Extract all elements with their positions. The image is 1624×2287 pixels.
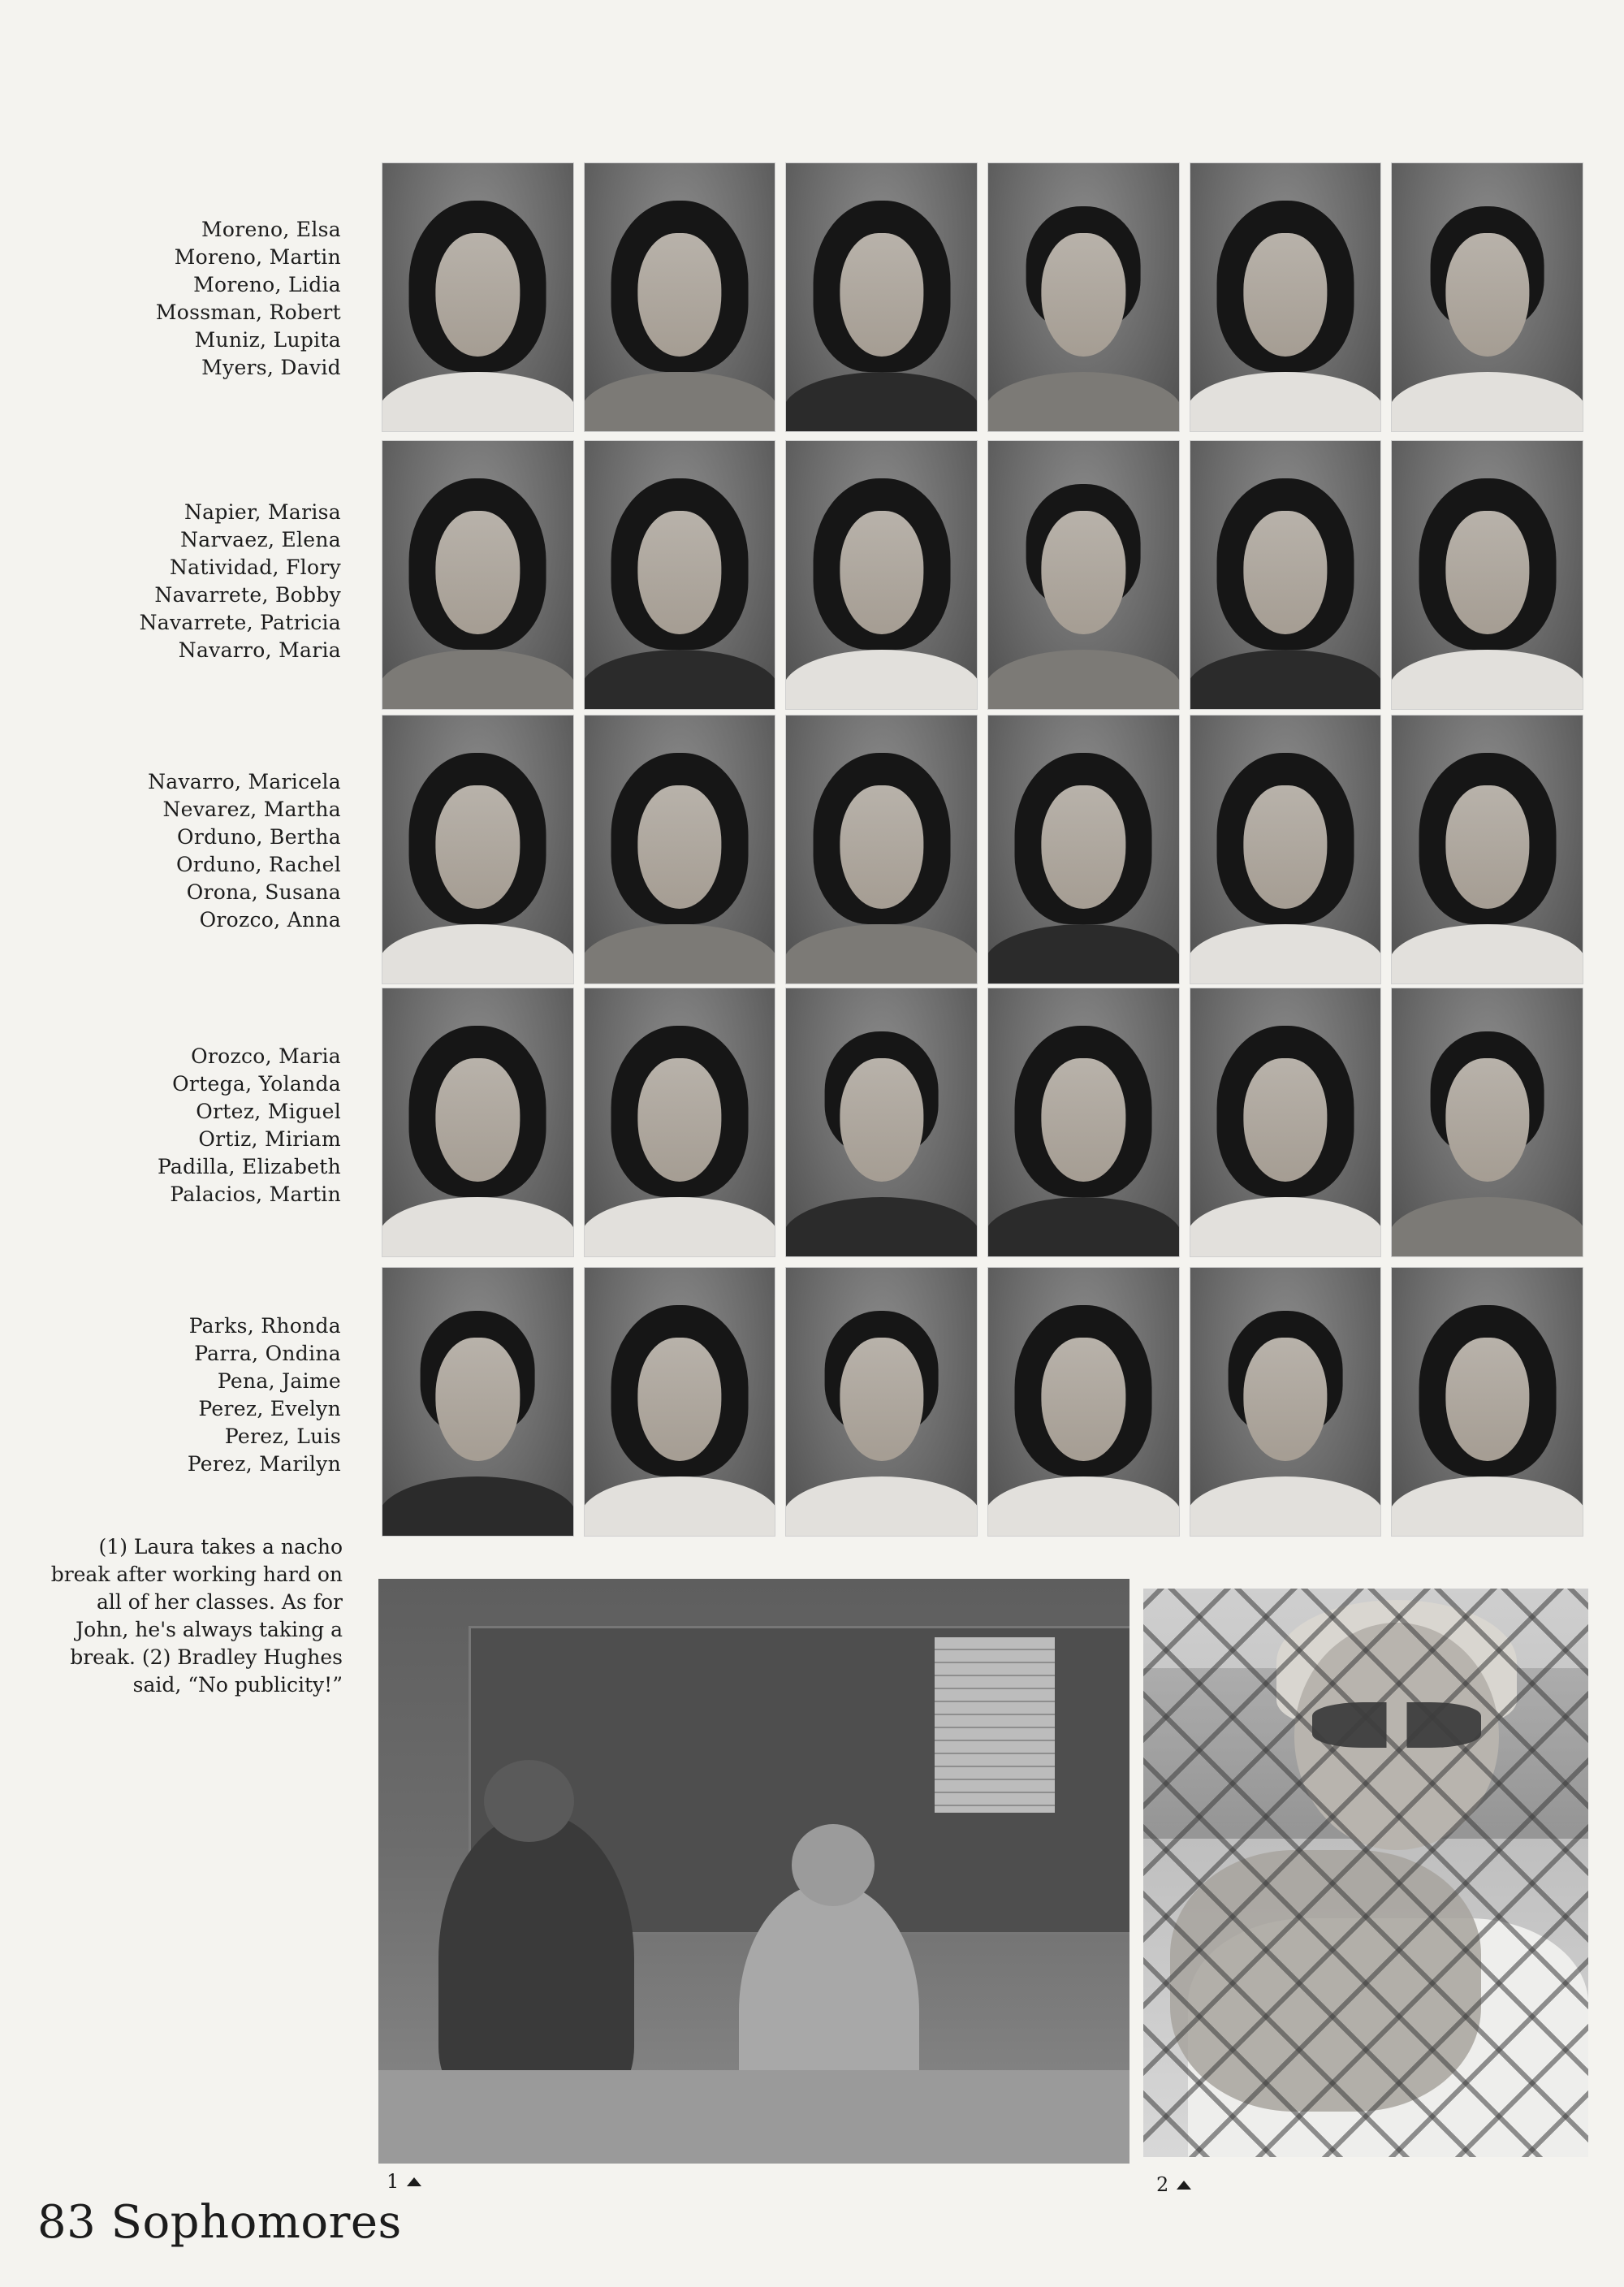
student-name: Ortez, Miguel: [196, 1100, 341, 1123]
student-name: Navarrete, Bobby: [154, 583, 341, 607]
student-portrait: [987, 988, 1180, 1257]
student-portrait: [382, 162, 574, 432]
student-name: Moreno, Elsa: [201, 218, 341, 241]
student-name: Orduno, Rachel: [176, 853, 341, 876]
student-name: Ortega, Yolanda: [172, 1072, 341, 1096]
caption-line: all of her classes. As for: [96, 1590, 343, 1614]
caption-line: break. (2) Bradley Hughes: [70, 1645, 343, 1669]
student-portrait: [1190, 715, 1382, 984]
student-portrait: [785, 440, 978, 710]
caption-line: break after working hard on: [50, 1563, 343, 1586]
photo-number-2: [1156, 2173, 1191, 2196]
portrait-row-3: [382, 715, 1583, 984]
student-portrait: [987, 162, 1180, 432]
student-portrait: [584, 162, 776, 432]
student-name: Perez, Luis: [224, 1425, 341, 1448]
student-portrait: [584, 715, 776, 984]
name-list-row-4: [16, 1043, 341, 1208]
portrait-row-2: [382, 440, 1583, 710]
photo-caption: [18, 1533, 343, 1699]
student-name: Orona, Susana: [186, 880, 341, 904]
caption-line: said, “No publicity!”: [132, 1673, 343, 1697]
student-portrait: [382, 440, 574, 710]
student-portrait: [382, 1267, 574, 1537]
section-title: Sophomores: [110, 2196, 402, 2249]
candid-photo-classroom: [378, 1579, 1129, 2164]
student-name: Navarro, Maria: [178, 638, 341, 662]
photo-number-label: 1: [387, 2170, 400, 2193]
student-name: Moreno, Martin: [174, 245, 341, 269]
student-portrait: [1391, 162, 1583, 432]
student-name: Parks, Rhonda: [188, 1314, 341, 1338]
student-portrait: [382, 715, 574, 984]
student-portrait: [987, 440, 1180, 710]
student-name: Myers, David: [201, 356, 341, 379]
student-name: Perez, Evelyn: [198, 1397, 341, 1420]
portrait-row-4: [382, 988, 1583, 1257]
student-portrait: [785, 162, 978, 432]
student-portrait: [1391, 988, 1583, 1257]
student-name: Parra, Ondina: [194, 1342, 341, 1365]
student-name: Muniz, Lupita: [194, 328, 341, 352]
name-list-row-1: [16, 216, 341, 382]
student-name: Orozco, Anna: [199, 908, 341, 932]
student-portrait: [785, 988, 978, 1257]
student-portrait: [1391, 1267, 1583, 1537]
student-portrait: [987, 1267, 1180, 1537]
name-list-row-3: [16, 768, 341, 934]
photo-number-1: [387, 2170, 421, 2193]
student-portrait: [1391, 715, 1583, 984]
student-name: Orozco, Maria: [191, 1044, 341, 1068]
caption-line: John, he's always taking a: [76, 1618, 343, 1641]
student-name: Narvaez, Elena: [180, 528, 341, 551]
page-footer: [37, 2196, 402, 2249]
student-portrait: [382, 988, 574, 1257]
student-name: Pena, Jaime: [217, 1369, 341, 1393]
student-name: Palacios, Martin: [170, 1182, 341, 1206]
name-list-row-5: [16, 1312, 341, 1478]
student-portrait: [1391, 440, 1583, 710]
student-name: Navarro, Maricela: [148, 770, 341, 793]
student-name: Nevarez, Martha: [162, 798, 341, 821]
student-name: Padilla, Elizabeth: [157, 1155, 341, 1178]
student-name: Orduno, Bertha: [177, 825, 341, 849]
student-portrait: [1190, 162, 1382, 432]
name-list-row-2: [16, 499, 341, 664]
student-portrait: [1190, 1267, 1382, 1537]
student-portrait: [987, 715, 1180, 984]
pointer-icon: [407, 2177, 421, 2186]
pointer-icon: [1177, 2181, 1191, 2190]
portrait-row-1: [382, 162, 1583, 432]
page-number: 83: [37, 2196, 97, 2249]
student-name: Natividad, Flory: [169, 556, 341, 579]
student-portrait: [584, 1267, 776, 1537]
student-name: Ortiz, Miriam: [198, 1127, 341, 1151]
photo-number-label: 2: [1156, 2173, 1169, 2196]
candid-photo-fence: [1143, 1589, 1588, 2157]
student-portrait: [1190, 440, 1382, 710]
portrait-row-5: [382, 1267, 1583, 1537]
student-name: Mossman, Robert: [155, 300, 341, 324]
student-name: Navarrete, Patricia: [139, 611, 341, 634]
student-portrait: [1190, 988, 1382, 1257]
student-name: Moreno, Lidia: [193, 273, 341, 296]
caption-line: (1) Laura takes a nacho: [98, 1535, 343, 1559]
student-portrait: [584, 988, 776, 1257]
student-name: Perez, Marilyn: [187, 1452, 341, 1476]
student-portrait: [785, 1267, 978, 1537]
student-portrait: [785, 715, 978, 984]
student-name: Napier, Marisa: [184, 500, 341, 524]
student-portrait: [584, 440, 776, 710]
